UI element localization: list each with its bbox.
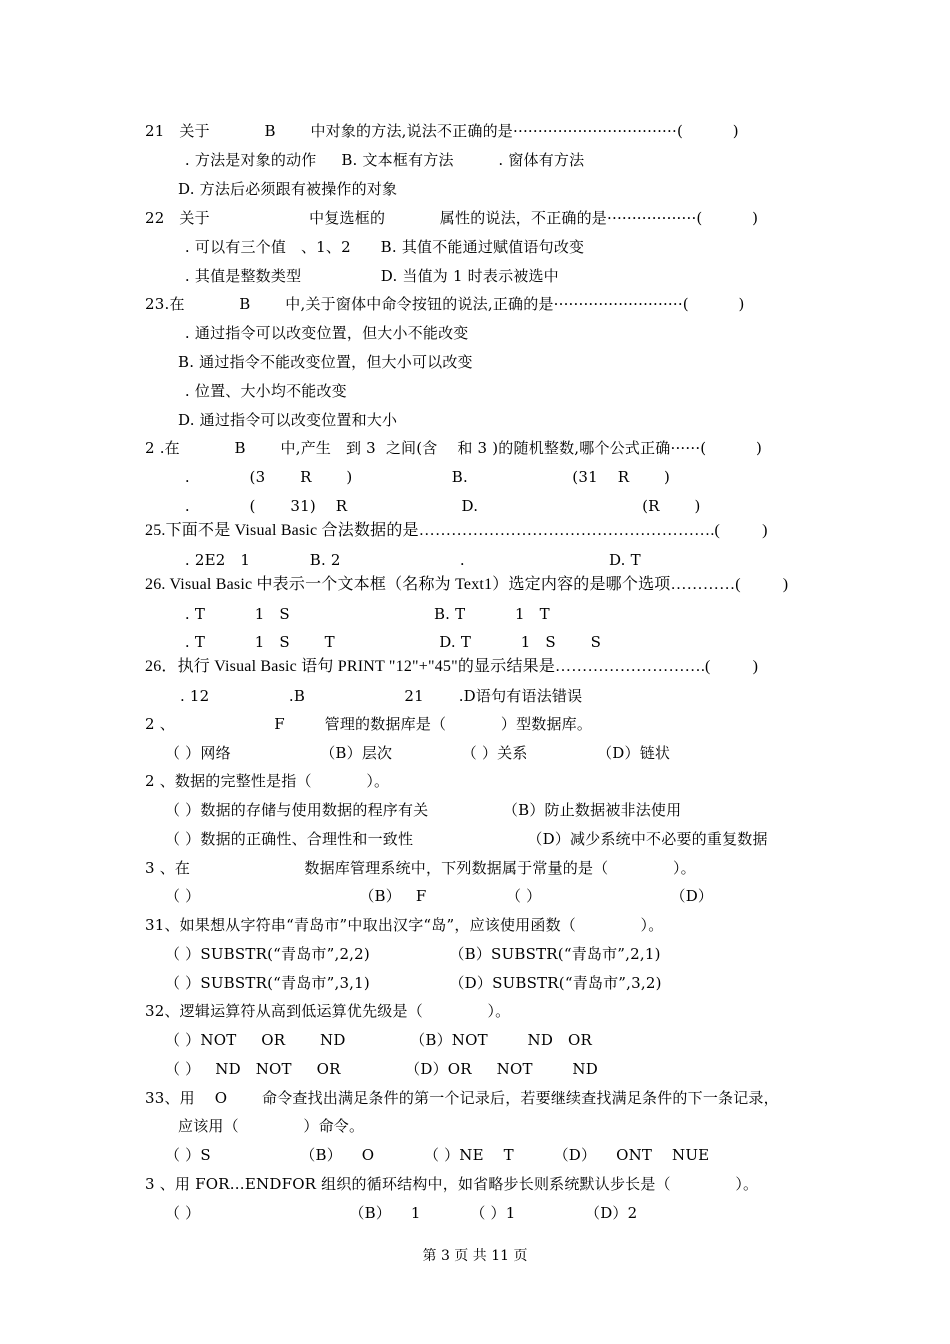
question-32-options-c-d: （ ） ND NOT OR （D）OR NOT ND xyxy=(165,1060,598,1078)
question-26b-stem: 26．执行 Visual Basic 语句 PRINT "12"+"45"的显示结果是……………………….( ) xyxy=(145,658,759,675)
question-22-stem: 22 关于 中复选框的 属性的说法，不正确的是··················( ) xyxy=(145,209,759,227)
question-33-stem-continued: 应该用（ ）命令。 xyxy=(178,1117,365,1135)
question-23-option-a: . 通过指令可以改变位置，但大小不能改变 xyxy=(175,324,469,342)
question-28-options-c-d: （ ）数据的正确性、合理性和一致性 （D）减少系统中不必要的重复数据 xyxy=(165,830,768,848)
question-23-stem: 23.在 B 中,关于窗体中命令按钮的说法,正确的是··························( ) xyxy=(145,295,745,313)
question-24-options-c-d: . ( 31) R D. (R ) xyxy=(175,497,701,515)
question-25-stem: 25.下面不是 Visual Basic 合法数据的是……………………………………………….( ) xyxy=(145,522,768,539)
question-31-options-c-d: （ ）SUBSTR(“青岛市”,3,1) （D）SUBSTR(“青岛市”,3,2) xyxy=(165,974,662,992)
question-30-stem: 3 、在 数据库管理系统中，下列数据属于常量的是（ ）。 xyxy=(145,859,696,877)
page-footer: 第 3 页 共 11 页 xyxy=(422,1248,528,1264)
question-33-options: （ ）S （B） O （ ）NE T （D） ONT NUE xyxy=(165,1146,710,1164)
question-32-options-a-b: （ ）NOT OR ND （B）NOT ND OR xyxy=(165,1031,592,1049)
question-22-options-c-d: . 其值是整数类型 D. 当值为 1 时表示被选中 xyxy=(175,267,559,285)
question-34-options: （ ） （B） 1 （ ）1 （D）2 xyxy=(165,1204,638,1222)
question-26a-stem: 26. Visual Basic 中表示一个文本框（名称为 Text1）选定内容的是哪个选项…………( ) xyxy=(145,576,789,593)
question-25-options: . 2E2 1 B. 2 . D. T xyxy=(175,551,641,569)
question-30-options: （ ） （B） F （ ） （D） xyxy=(165,887,714,905)
question-26b-options: . 12 .B 21 .D语句有语法错误 xyxy=(175,687,583,705)
question-23-option-d: D. 通过指令可以改变位置和大小 xyxy=(178,411,398,429)
question-27-stem: 2 、 F 管理的数据库是（ ）型数据库。 xyxy=(145,715,593,733)
question-21-option-d: D. 方法后必须跟有被操作的对象 xyxy=(178,180,398,198)
question-24-options-a-b: . (3 R ) B. (31 R ) xyxy=(175,468,671,486)
question-23-option-c: . 位置、大小均不能改变 xyxy=(175,382,347,400)
question-26a-options-a-b: . T 1 S B. T 1 T xyxy=(175,605,550,623)
question-22-options-a-b: . 可以有三个值 、1、2 B. 其值不能通过赋值语句改变 xyxy=(175,238,585,256)
question-33-stem: 33、用 O 命令查找出满足条件的第一个记录后，若要继续查找满足条件的下一条记录， xyxy=(145,1089,779,1107)
question-28-stem: 2 、数据的完整性是指（ ）。 xyxy=(145,772,390,790)
question-32-stem: 32、逻辑运算符从高到低运算优先级是（ ）。 xyxy=(145,1002,511,1020)
question-31-options-a-b: （ ）SUBSTR(“青岛市”,2,2) （B）SUBSTR(“青岛市”,2,1) xyxy=(165,945,661,963)
question-21-options-a-c: . 方法是对象的动作 B. 文本框有方法 . 窗体有方法 xyxy=(175,151,585,169)
question-27-options: （ ）网络 （B）层次 （ ）关系 （D）链状 xyxy=(165,744,671,762)
question-21-stem: 21 关于 B 中对象的方法,说法不正确的是·································( ) xyxy=(145,122,739,140)
question-31-stem: 31、如果想从字符串“青岛市”中取出汉字“岛”，应该使用函数（ ）。 xyxy=(145,916,664,934)
question-24-stem: 2 .在 B 中,产生 到 3 之间(含 和 3 )的随机整数,哪个公式正确······( ) xyxy=(145,439,763,457)
question-26a-options-c-d: . T 1 S T D. T 1 S S xyxy=(175,633,602,651)
question-34-stem: 3 、用 FOR…ENDFOR 组织的循环结构中，如省略步长则系统默认步长是（ ）。 xyxy=(145,1175,759,1193)
question-28-options-a-b: （ ）数据的存储与使用数据的程序有关 （B）防止数据被非法使用 xyxy=(165,801,682,819)
question-23-option-b: B. 通过指令不能改变位置，但大小可以改变 xyxy=(178,353,473,371)
